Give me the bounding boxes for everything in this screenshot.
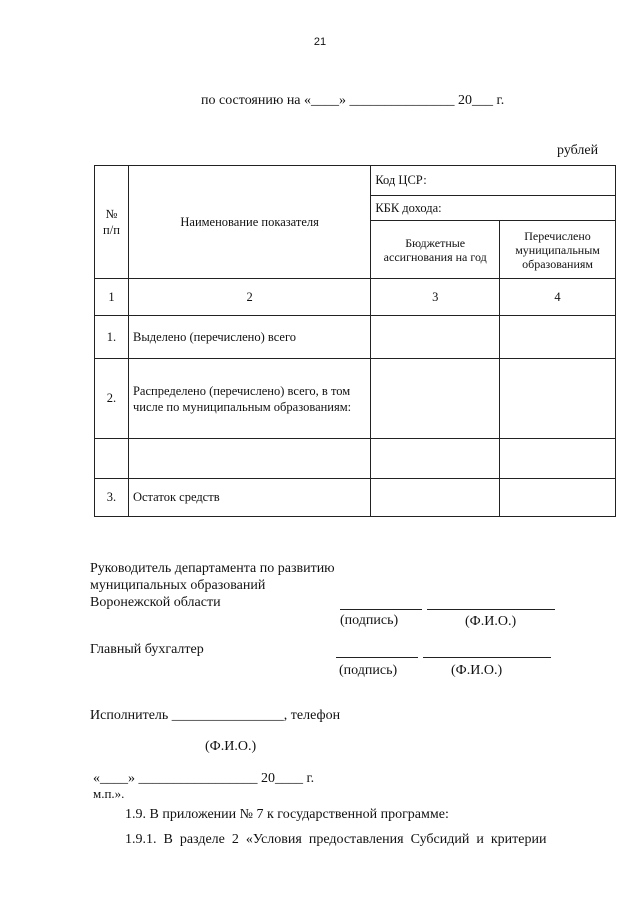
signature-caption: (подпись) [340, 613, 399, 628]
row-value-col4 [500, 316, 616, 359]
table-row [95, 479, 616, 517]
row-num: 3. [95, 479, 129, 517]
item-1-9-1: 1.9.1. В разделе 2 «Условия предоставления Субсидий и критерии [125, 832, 547, 847]
row-name: Распределено (перечислено) всего, в том числе по муниципальным образованиям: [128, 359, 370, 439]
row-value-col3 [371, 439, 500, 479]
row-num: 1. [95, 316, 129, 359]
as-of-date-line: по состоянию на «____» _______________ 20___ г. [201, 93, 505, 108]
header-kcsr: Код ЦСР: [371, 166, 616, 196]
header-num-col: № п/п [95, 166, 129, 279]
row-value-col3 [371, 316, 500, 359]
row-value-col4 [500, 439, 616, 479]
signature-line [336, 657, 418, 658]
row-name: Выделено (перечислено) всего [128, 316, 370, 359]
row-value-col3 [371, 479, 500, 517]
fio-caption: (Ф.И.О.) [465, 614, 517, 629]
signature-caption: (подпись) [339, 663, 398, 678]
numbering-cell: 2 [128, 279, 370, 316]
header-col3: Бюджетные ассигнования на год [371, 221, 500, 279]
row-value-col4 [500, 479, 616, 517]
units-label: рублей [557, 143, 599, 158]
fio-line [427, 609, 555, 610]
report-table [94, 165, 616, 517]
header-col4: Перечислено муниципальным образованиям [500, 221, 616, 279]
head-title-line-1: Руководитель департамента по развитию [90, 561, 335, 576]
numbering-cell: 1 [95, 279, 129, 316]
numbering-cell: 4 [500, 279, 616, 316]
head-title-line-3: Воронежской области [90, 595, 221, 610]
item-1-9: 1.9. В приложении № 7 к государственной программе: [125, 807, 449, 822]
table-row [95, 316, 616, 359]
header-name-col: Наименование показателя [128, 166, 370, 279]
date-line: «____» _________________ 20____ г. [93, 771, 315, 786]
row-num [95, 439, 129, 479]
fio-caption: (Ф.И.О.) [451, 663, 503, 678]
row-name [128, 439, 370, 479]
header-kbk: КБК дохода: [371, 196, 616, 221]
row-value-col4 [500, 359, 616, 439]
numbering-cell: 3 [371, 279, 500, 316]
head-title-line-2: муниципальных образований [90, 578, 266, 593]
stamp-place: м.п.». [93, 786, 125, 801]
row-name: Остаток средств [128, 479, 370, 517]
table-row [95, 439, 616, 479]
executor-line: Исполнитель ________________, телефон [90, 708, 341, 723]
page-number: 21 [313, 36, 327, 48]
table-row [95, 359, 616, 439]
fio-line [423, 657, 551, 658]
signature-line [340, 609, 422, 610]
accountant-title: Главный бухгалтер [90, 642, 204, 657]
row-value-col3 [371, 359, 500, 439]
row-num: 2. [95, 359, 129, 439]
executor-fio-caption: (Ф.И.О.) [205, 739, 257, 754]
